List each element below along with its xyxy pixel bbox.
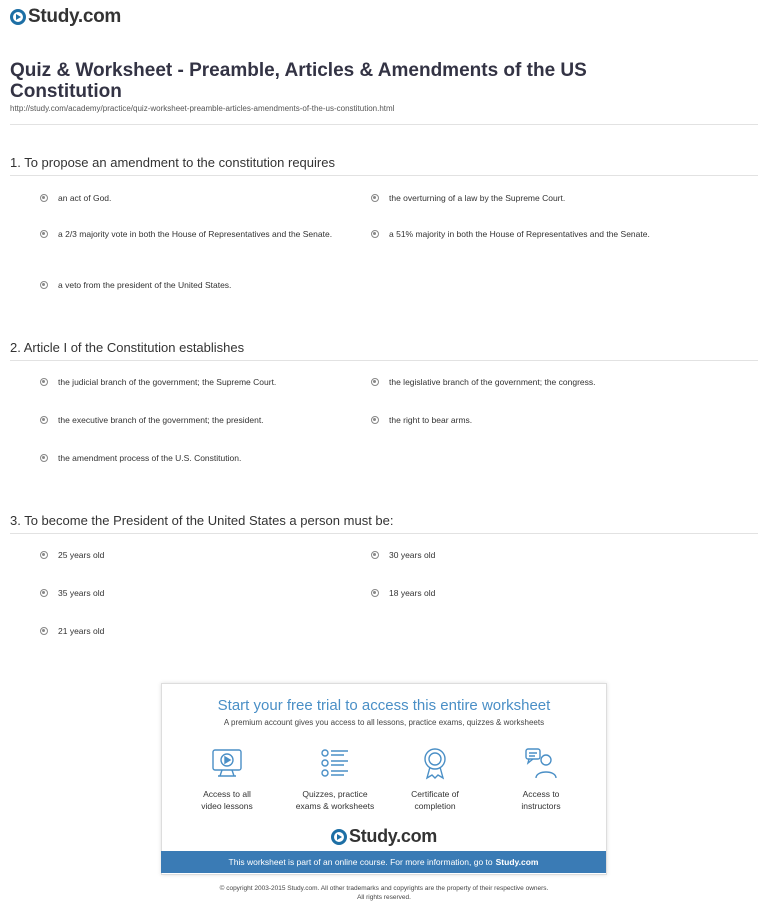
quiz-list-icon bbox=[280, 746, 390, 780]
promo-study-logo[interactable] bbox=[162, 826, 606, 847]
radio-icon[interactable] bbox=[371, 230, 379, 238]
course-info-text: This worksheet is part of an online course. For more information, go to bbox=[228, 857, 493, 867]
question-1 bbox=[10, 155, 758, 305]
instructor-icon bbox=[486, 746, 596, 780]
feature-label: Access to instructors bbox=[521, 789, 561, 811]
certificate-icon bbox=[380, 746, 490, 780]
question-2 bbox=[10, 340, 758, 480]
answer-option[interactable] bbox=[40, 192, 350, 204]
radio-icon[interactable] bbox=[40, 416, 48, 424]
radio-icon[interactable] bbox=[371, 378, 379, 386]
play-circle-icon bbox=[10, 9, 26, 25]
feature-label: Certificate of completion bbox=[411, 789, 459, 811]
answer-option[interactable] bbox=[371, 414, 691, 426]
feature-instructors bbox=[486, 746, 596, 812]
radio-icon[interactable] bbox=[371, 589, 379, 597]
study-link[interactable]: Study.com bbox=[495, 857, 539, 867]
radio-icon[interactable] bbox=[40, 194, 48, 202]
feature-video-lessons bbox=[172, 746, 282, 812]
option-label: 30 years old bbox=[389, 550, 436, 560]
logo-text: Study.com bbox=[349, 826, 437, 846]
answer-option[interactable] bbox=[371, 192, 691, 204]
feature-certificate bbox=[380, 746, 490, 812]
divider bbox=[10, 533, 758, 534]
promo-title[interactable]: Start your free trial to access this entire worksheet bbox=[217, 697, 551, 714]
radio-icon[interactable] bbox=[371, 551, 379, 559]
radio-icon[interactable] bbox=[371, 416, 379, 424]
option-label: the executive branch of the government; the president. bbox=[58, 415, 264, 425]
radio-icon[interactable] bbox=[40, 627, 48, 635]
copyright-footer: © copyright 2003-2015 Study.com. All other trademarks and copyrights are the property of their respective owners. All rights reserved. bbox=[219, 885, 549, 901]
option-label: the amendment process of the U.S. Constitution. bbox=[58, 453, 242, 463]
radio-icon[interactable] bbox=[40, 281, 48, 289]
radio-icon[interactable] bbox=[40, 551, 48, 559]
divider bbox=[10, 124, 758, 125]
feature-label: Quizzes, practice exams & worksheets bbox=[295, 789, 375, 811]
video-lesson-icon bbox=[172, 746, 282, 780]
answer-option[interactable] bbox=[371, 549, 691, 561]
option-label: the overturning of a law by the Supreme Court. bbox=[389, 193, 566, 203]
option-label: the legislative branch of the government; the congress. bbox=[389, 377, 596, 387]
answer-option[interactable] bbox=[40, 587, 360, 599]
question-text: 3. To become the President of the United States a person must be: bbox=[10, 513, 394, 528]
answer-option[interactable] bbox=[40, 228, 360, 240]
radio-icon[interactable] bbox=[40, 378, 48, 386]
page-url[interactable]: http://study.com/academy/practice/quiz-worksheet-preamble-articles-amendments-of-the-us-constitution.html bbox=[10, 104, 395, 113]
question-text: 1. To propose an amendment to the constitution requires bbox=[10, 155, 335, 170]
radio-icon[interactable] bbox=[40, 454, 48, 462]
divider bbox=[10, 175, 758, 176]
answer-option[interactable] bbox=[371, 587, 691, 599]
radio-icon[interactable] bbox=[40, 230, 48, 238]
radio-icon[interactable] bbox=[40, 589, 48, 597]
option-label: 25 years old bbox=[58, 550, 105, 560]
answer-option[interactable] bbox=[371, 228, 691, 240]
option-label: 35 years old bbox=[58, 588, 105, 598]
option-label: a 51% majority in both the House of Representatives and the Senate. bbox=[389, 229, 650, 239]
option-label: 18 years old bbox=[389, 588, 436, 598]
answer-option[interactable] bbox=[40, 414, 360, 426]
option-label: a 2/3 majority vote in both the House of Representatives and the Senate. bbox=[58, 229, 333, 239]
option-label: the judicial branch of the government; the Supreme Court. bbox=[58, 377, 277, 387]
question-3 bbox=[10, 513, 758, 653]
answer-option[interactable] bbox=[40, 625, 360, 637]
course-info-bar bbox=[161, 851, 606, 873]
answer-option[interactable] bbox=[40, 279, 360, 291]
play-circle-icon bbox=[331, 829, 347, 845]
radio-icon[interactable] bbox=[371, 194, 379, 202]
answer-option[interactable] bbox=[40, 549, 360, 561]
free-trial-promo bbox=[161, 683, 607, 875]
option-label: a veto from the president of the United States. bbox=[58, 280, 232, 290]
logo-text: Study.com bbox=[28, 6, 122, 27]
answer-option[interactable] bbox=[371, 376, 691, 388]
divider bbox=[10, 360, 758, 361]
page-title: Quiz & Worksheet - Preamble, Articles & Amendments of the US Constitution bbox=[10, 60, 587, 102]
question-text: 2. Article I of the Constitution establishes bbox=[10, 340, 245, 355]
promo-subtitle: A premium account gives you access to all lessons, practice exams, quizzes & worksheets bbox=[223, 718, 545, 727]
feature-quizzes bbox=[280, 746, 390, 812]
option-label: 21 years old bbox=[58, 626, 105, 636]
answer-option[interactable] bbox=[40, 376, 360, 388]
option-label: the right to bear arms. bbox=[389, 415, 473, 425]
answer-option[interactable] bbox=[40, 452, 360, 464]
option-label: an act of God. bbox=[58, 193, 112, 203]
study-logo[interactable] bbox=[10, 6, 121, 28]
feature-label: Access to all video lessons bbox=[201, 789, 253, 811]
